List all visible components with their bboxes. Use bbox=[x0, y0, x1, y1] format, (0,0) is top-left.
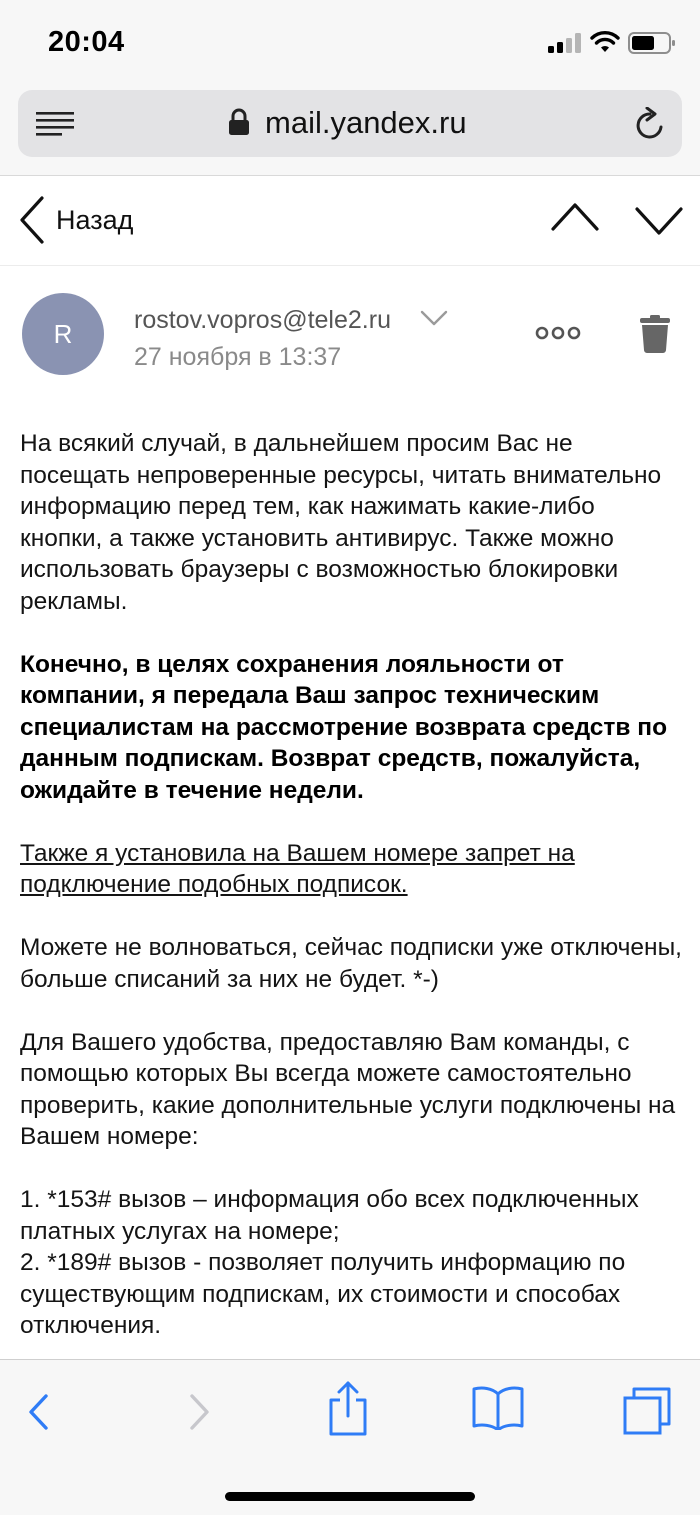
chevron-down-icon[interactable] bbox=[634, 203, 684, 239]
paragraph-refund: Конечно, в целях сохранения лояльности от компании, я передала Ваш запрос техническим специалистам на рассмотрение возврата средств по данным подпискам. Возврат средств, пожалуйста, ожидайте в течение недели. bbox=[20, 650, 668, 804]
url-text: mail.yandex.ru bbox=[265, 105, 467, 140]
more-icon[interactable] bbox=[535, 325, 581, 341]
mail-body bbox=[20, 428, 682, 1342]
back-label: Назад bbox=[56, 204, 134, 235]
mail-nav-bar bbox=[0, 177, 700, 266]
wifi-icon bbox=[590, 30, 620, 54]
expand-chevron-icon[interactable] bbox=[420, 309, 448, 327]
sent-date: 27 ноября в 13:37 bbox=[134, 343, 342, 371]
list-item: 2. *189# вызов - позволяет получить информацию по существующим подпискам, их стоимости и способах отключения. bbox=[20, 1249, 626, 1339]
browser-top-bar bbox=[0, 80, 700, 176]
address-bar[interactable] bbox=[18, 90, 682, 157]
back-button[interactable] bbox=[18, 195, 133, 245]
paragraph-warning: На всякий случай, в дальнейшем просим Вас не посещать непроверенные ресурсы, читать внимательно информацию перед тем, как нажимать какие-либо кнопки, а также установить антивирус. Также можно использовать браузеры с возможностью блокировки рекламы. bbox=[20, 430, 662, 615]
trash-icon[interactable] bbox=[639, 315, 671, 353]
menu-icon[interactable] bbox=[36, 112, 74, 136]
status-time: 20:04 bbox=[48, 26, 125, 58]
status-bar bbox=[0, 0, 700, 80]
lock-icon bbox=[228, 108, 250, 136]
browser-toolbar bbox=[0, 1359, 700, 1515]
battery-icon bbox=[628, 31, 676, 55]
share-icon[interactable] bbox=[328, 1380, 368, 1436]
forward-arrow-icon[interactable] bbox=[184, 1392, 214, 1432]
commands-list bbox=[20, 1184, 682, 1342]
reload-icon[interactable] bbox=[634, 107, 666, 141]
paragraph-commands-intro: Для Вашего удобства, предоставляю Вам команды, с помощью которых Вы всегда можете самостоятельно проверить, какие дополнительные услуги подключены на Вашем номере: bbox=[20, 1028, 676, 1150]
tabs-icon[interactable] bbox=[622, 1386, 672, 1436]
bookmarks-icon[interactable] bbox=[472, 1386, 524, 1430]
paragraph-ban: Также я установила на Вашем номере запрет на подключение подобных подписок. bbox=[20, 839, 575, 898]
sender-email[interactable]: rostov.vopros@tele2.ru bbox=[134, 306, 391, 334]
avatar: R bbox=[22, 293, 104, 375]
home-indicator[interactable] bbox=[225, 1492, 475, 1501]
list-item: 1. *153# вызов – информация обо всех подключенных платных услугах на номере; bbox=[20, 1186, 639, 1245]
chevron-left-icon bbox=[18, 196, 46, 244]
chevron-up-icon[interactable] bbox=[550, 199, 600, 235]
paragraph-reassurance: Можете не волноваться, сейчас подписки уже отключены, больше списаний за них не будет. *-) bbox=[20, 934, 682, 993]
cellular-signal-icon bbox=[548, 33, 582, 53]
back-arrow-icon[interactable] bbox=[24, 1392, 54, 1432]
